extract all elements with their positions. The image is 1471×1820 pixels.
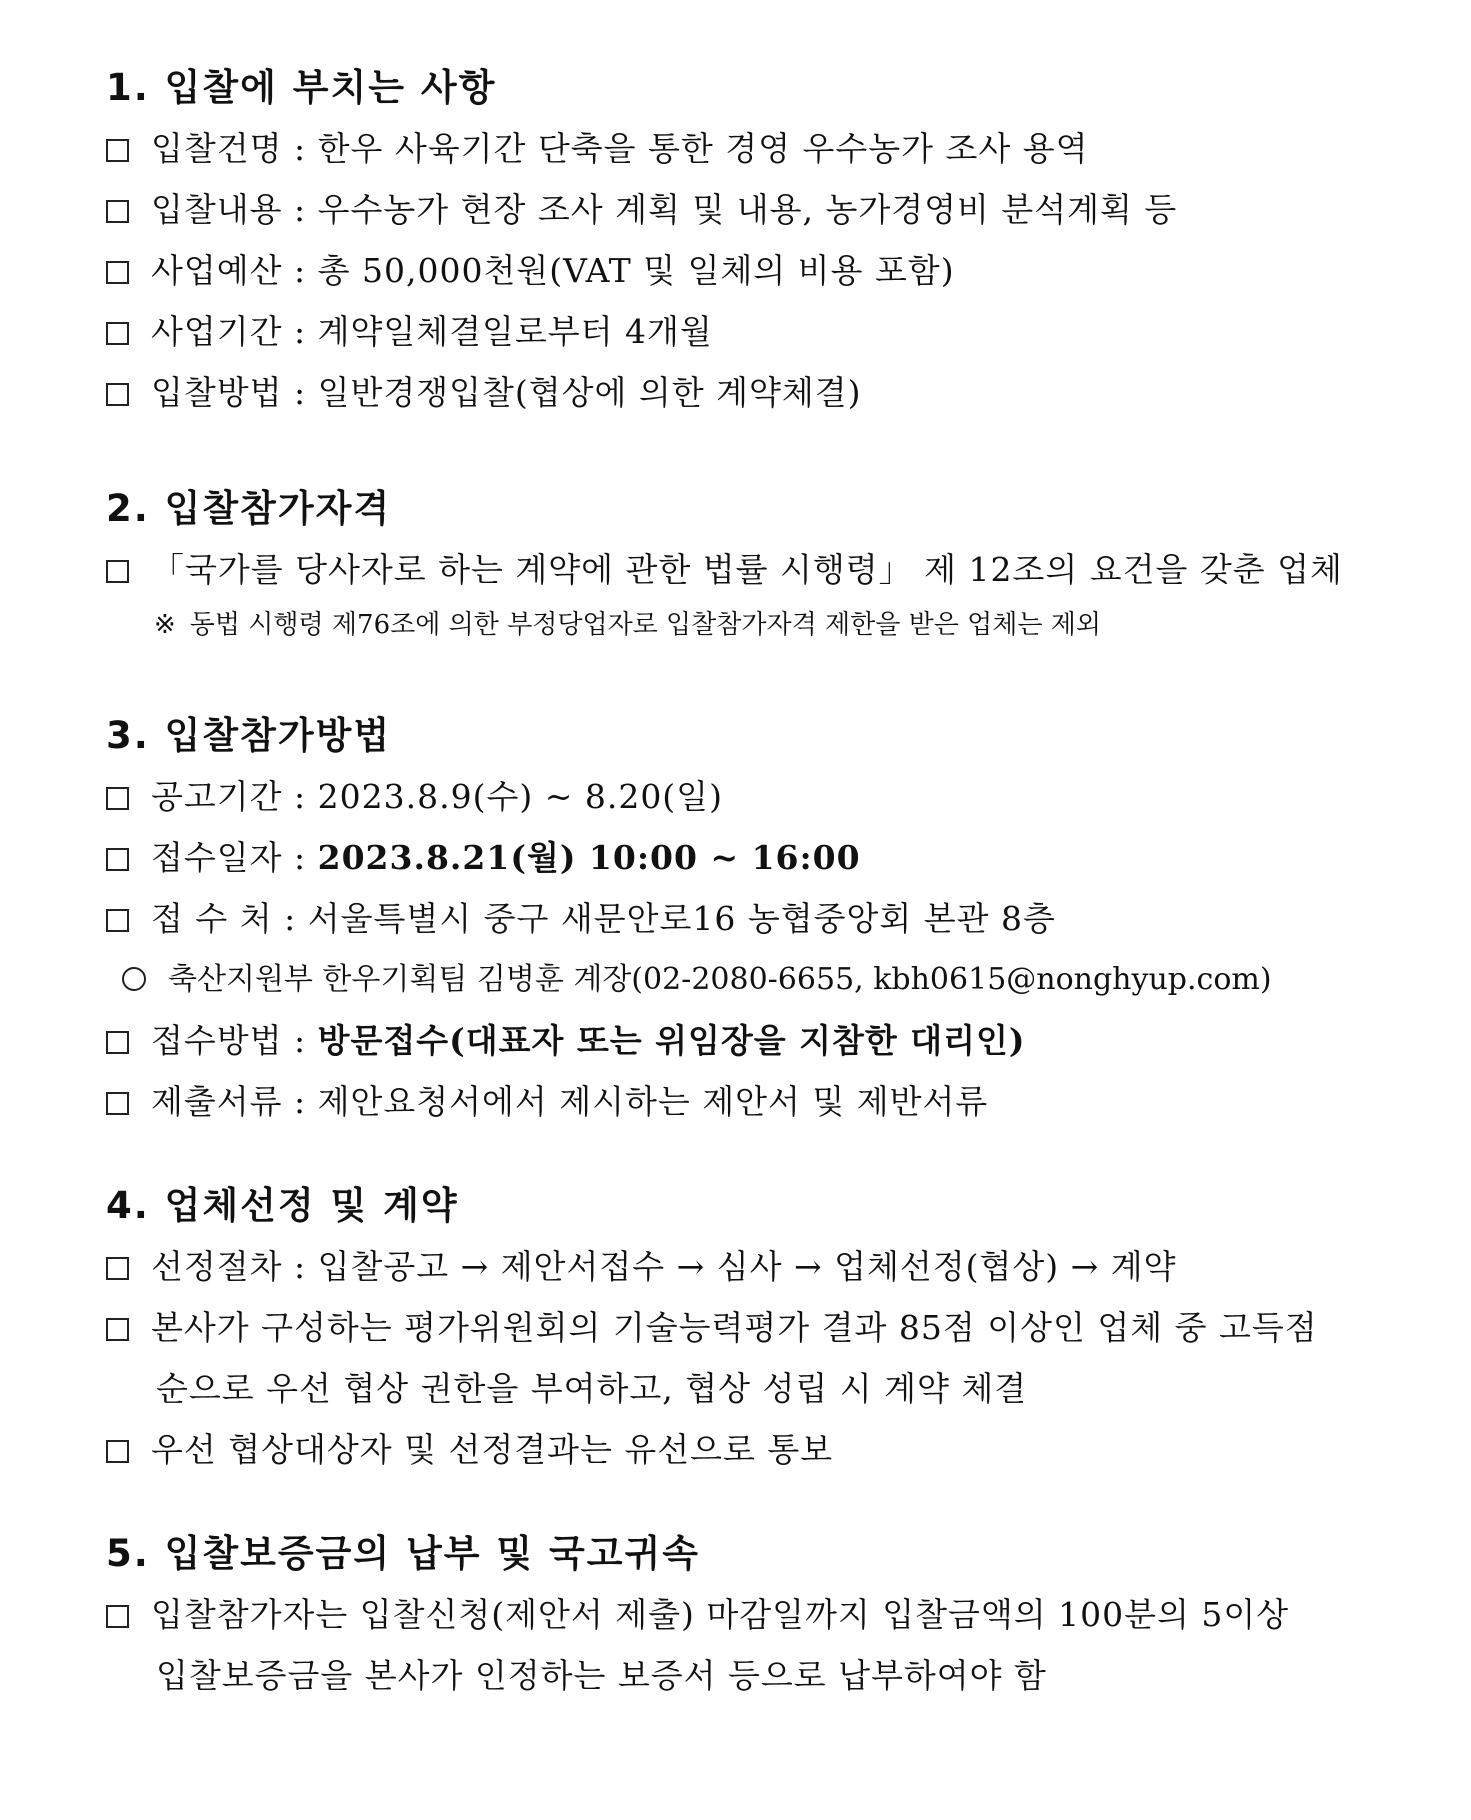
evaluation-item-continued: 순으로 우선 협상 권한을 부여하고, 협상 성립 시 계약 체결 (156, 1369, 1028, 1408)
checkbox-icon (106, 322, 129, 345)
section-1-title: 1. 입찰에 부치는 사항 (106, 66, 497, 109)
notification-item: 우선 협상대상자 및 선정결과는 유선으로 통보 (106, 1419, 1346, 1480)
checkbox-icon (106, 560, 129, 583)
checkbox-icon (106, 1257, 129, 1280)
checkbox-icon (106, 139, 129, 162)
submission-docs-item: 제출서류 : 제안요청서에서 제시하는 제안서 및 제반서류 (106, 1071, 1346, 1132)
receipt-method-item: 접수방법 : 방문접수(대표자 또는 위임장을 지참한 대리인) (106, 1010, 1346, 1071)
evaluation-item: 본사가 구성하는 평가위원회의 기술능력평가 결과 85점 이상인 업체 중 고득점 (106, 1297, 1346, 1358)
selection-procedure-item: 선정절차 : 입찰공고 → 제안서접수 → 심사 → 업체선정(협상) → 계약 (106, 1236, 1346, 1297)
section-4-title: 4. 업체선정 및 계약 (106, 1184, 459, 1227)
checkbox-icon (106, 848, 129, 871)
bid-content-item: 입찰내용 : 우수농가 현장 조사 계획 및 내용, 농가경영비 분석계획 등 (106, 179, 1346, 240)
eligibility-note: ※ 동법 시행령 제76조에 의한 부정당업자로 입찰참가자격 제한을 받은 업체는 제외 (154, 610, 1101, 640)
period-item: 사업기간 : 계약일체결일로부터 4개월 (106, 301, 1346, 362)
bid-name-item: 입찰건명 : 한우 사육기간 단축을 통한 경영 우수농가 조사 용역 (106, 118, 1346, 179)
checkbox-icon (106, 787, 129, 810)
checkbox-icon (106, 1440, 129, 1463)
section-2-title: 2. 입찰참가자격 (106, 487, 392, 530)
checkbox-icon (106, 383, 129, 406)
contact-item: 축산지원부 한우기획팀 김병훈 계장(02-2080-6655, kbh0615@nonghyup.com) (106, 949, 1346, 1010)
checkbox-icon (106, 261, 129, 284)
bid-method-item: 입찰방법 : 일반경쟁입찰(협상에 의한 계약체결) (106, 362, 1346, 423)
receipt-date-item: 접수일자 : 2023.8.21(월) 10:00 ~ 16:00 (106, 827, 1346, 888)
reference-mark-icon: ※ (154, 610, 176, 640)
checkbox-icon (106, 1318, 129, 1341)
checkbox-icon (106, 1605, 129, 1628)
checkbox-icon (106, 909, 129, 932)
checkbox-icon (106, 200, 129, 223)
checkbox-icon (106, 1092, 129, 1115)
receipt-place-item: 접 수 처 : 서울특별시 중구 새문안로16 농협중앙회 본관 8층 (106, 888, 1346, 949)
deposit-item-continued: 입찰보증금을 본사가 인정하는 보증서 등으로 납부하여야 함 (156, 1656, 1047, 1695)
checkbox-icon (106, 1031, 129, 1054)
budget-item: 사업예산 : 총 50,000천원(VAT 및 일체의 비용 포함) (106, 240, 1346, 301)
section-3-title: 3. 입찰참가방법 (106, 714, 392, 757)
eligibility-item: 「국가를 당사자로 하는 계약에 관한 법률 시행령」 제 12조의 요건을 갖춘 업체 (106, 539, 1346, 600)
announcement-document (106, 58, 1346, 1706)
section-5-title: 5. 입찰보증금의 납부 및 국고귀속 (106, 1532, 700, 1575)
notice-period-item: 공고기간 : 2023.8.9(수) ~ 8.20(일) (106, 766, 1346, 827)
deposit-item: 입찰참가자는 입찰신청(제안서 제출) 마감일까지 입찰금액의 100분의 5이상 (106, 1584, 1346, 1645)
circle-bullet-icon (122, 967, 146, 991)
